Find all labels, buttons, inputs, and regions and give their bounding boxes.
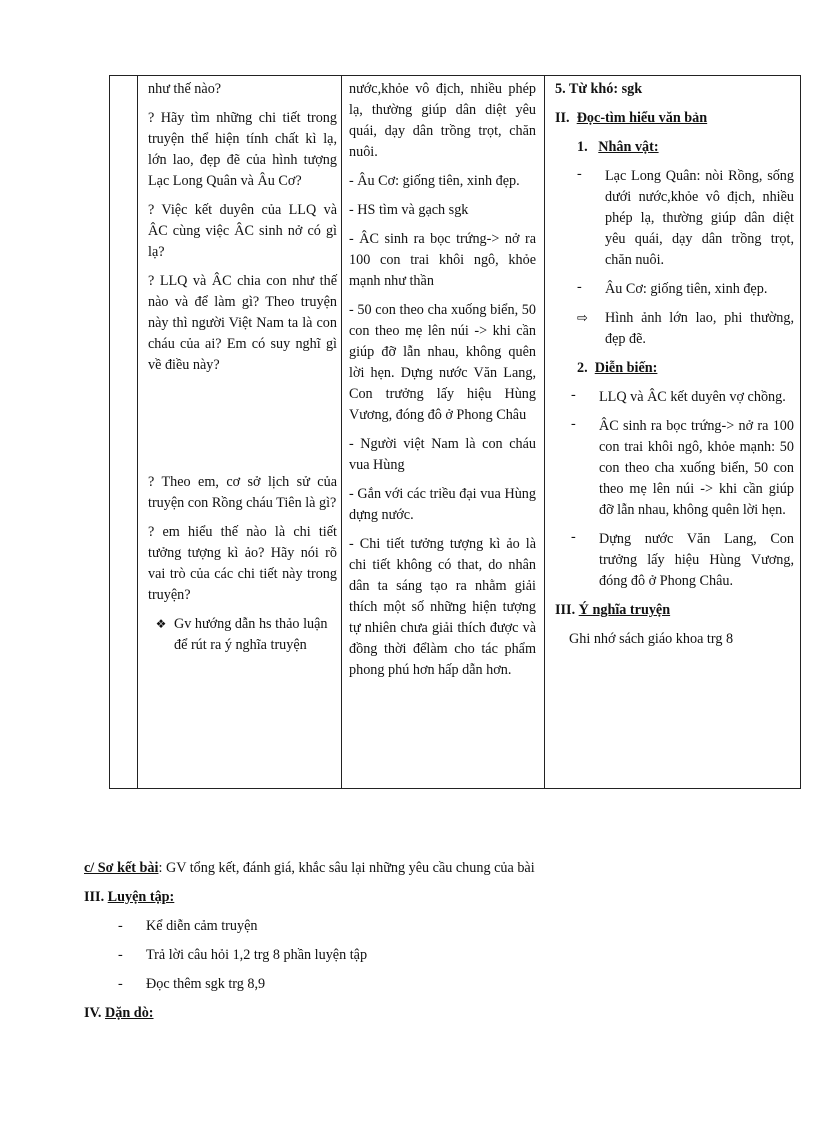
teacher-activity-column bbox=[146, 76, 339, 664]
practice-item-text: Kể diễn cảm truyện bbox=[146, 918, 258, 934]
list-item-text: Lạc Long Quân: nòi Rồng, sống dưới nước,khỏe vô địch, nhiều phép lạ, thường giúp dân diệt yêu quái, dạy dân trồng trọt, chăn nuôi. bbox=[605, 168, 794, 268]
list-item-text: Hình ảnh lớn lao, phi thường, đẹp đẽ. bbox=[605, 310, 794, 347]
question-text: ? Hãy tìm những chi tiết trong truyện thể hiện tính chất kì lạ, lớn lao, đẹp đẽ của hình tượng Lạc Long Quân và Âu Cơ? bbox=[148, 110, 337, 189]
list-item-text: ÂC sinh ra bọc trứng-> nở ra 100 con trai khôi ngô, khỏe mạnh: 50 con theo cha xuống biển, 50 con theo mẹ lên núi -> khi cần giúp đỡ lẫn nhau, không quên lời hẹn. bbox=[599, 418, 794, 518]
answer-text: - Chi tiết tưởng tượng kì ảo là chi tiết không có that, do nhân dân ta sáng tạo ra nhằm giải thích một số những hiện tượng tự nhiên chưa giải thích được và đồng thời đểlàm cho tác phẩm phong phú hơn hấp dẫn hơn. bbox=[349, 536, 536, 678]
subsection-heading: 2. Diễn biến: bbox=[577, 360, 658, 376]
answer-text: - HS tìm và gạch sgk bbox=[349, 202, 469, 218]
practice-item-text: Đọc thêm sgk trg 8,9 bbox=[146, 976, 266, 992]
answer-text: - Người việt Nam là con cháu vua Hùng bbox=[349, 436, 536, 473]
summary-label: c/ Sơ kết bài bbox=[84, 860, 159, 876]
column-divider bbox=[137, 76, 138, 788]
homework-heading: IV. Dặn dò: bbox=[84, 1005, 154, 1021]
guidance-item bbox=[148, 614, 337, 664]
list-item: - Lạc Long Quân: nòi Rồng, sống dưới nước,khỏe vô địch, nhiều phép lạ, thường giúp dân diệt yêu quái, dạy dân trồng trọt, chăn nuôi. bbox=[555, 166, 794, 279]
practice-item: - Trả lời câu hỏi 1,2 trg 8 phần luyện tập bbox=[118, 944, 816, 966]
summary-line bbox=[84, 857, 804, 879]
summary-text: : GV tổng kết, đánh giá, khắc sâu lại những yêu cầu chung của bài bbox=[158, 860, 535, 876]
section-text: Ghi nhớ sách giáo khoa trg 8 bbox=[569, 631, 734, 647]
list-item bbox=[555, 308, 794, 358]
guidance-text: Gv hướng dẫn hs thảo luận để rút ra ý nghĩa truyện bbox=[174, 616, 328, 653]
lesson-table bbox=[109, 75, 801, 789]
question-text: ? em hiểu thế nào là chi tiết tưởng tượng kì ảo? Hãy nói rõ vai trò của các chi tiết này trong truyện? bbox=[148, 524, 337, 603]
answer-text: - Âu Cơ: giống tiên, xinh đẹp. bbox=[349, 173, 520, 189]
column-divider bbox=[544, 76, 545, 788]
content-column bbox=[550, 76, 800, 658]
diamond-bullet-icon: ❖ bbox=[155, 617, 167, 631]
question-text: như thế nào? bbox=[148, 81, 222, 97]
list-item: - Âu Cơ: giống tiên, xinh đẹp. bbox=[555, 279, 794, 308]
question-text: ? Việc kết duyên của LLQ và ÂC cùng việc ÂC sinh nở có gì lạ? bbox=[148, 202, 337, 260]
answer-text: - ÂC sinh ra bọc trứng-> nở ra 100 con trai khôi ngô, khỏe mạnh như thần bbox=[349, 231, 536, 289]
list-item-text: LLQ và ÂC kết duyên vợ chồng. bbox=[599, 389, 786, 405]
practice-heading: III. Luyện tập: bbox=[84, 889, 175, 905]
list-item: - LLQ và ÂC kết duyên vợ chồng. bbox=[555, 387, 794, 416]
list-item-text: Âu Cơ: giống tiên, xinh đẹp. bbox=[605, 281, 768, 297]
section-heading: II. Đọc-tìm hiểu văn bản bbox=[555, 110, 708, 126]
column-divider bbox=[341, 76, 342, 788]
student-activity-column bbox=[347, 76, 538, 689]
question-text: ? LLQ và ÂC chia con như thế nào và để làm gì? Theo truyện này thì người Việt Nam ta là con cháu của ai? Em có suy nghĩ gì về điều này? bbox=[148, 273, 337, 373]
question-text: ? Theo em, cơ sở lịch sử của truyện con Rồng cháu Tiên là gì? bbox=[148, 474, 337, 511]
list-item: - ÂC sinh ra bọc trứng-> nở ra 100 con trai khôi ngô, khỏe mạnh: 50 con theo cha xuống biển, 50 con theo mẹ lên núi -> khi cần giúp đỡ lẫn nhau, không quên lời hẹn. bbox=[555, 416, 794, 529]
practice-item-text: Trả lời câu hỏi 1,2 trg 8 phần luyện tập bbox=[146, 947, 368, 963]
section-heading: III. Ý nghĩa truyện bbox=[555, 602, 671, 618]
practice-item: - Kể diễn cảm truyện bbox=[118, 915, 816, 937]
answer-text: nước,khỏe vô địch, nhiều phép lạ, thường giúp dân diệt yêu quái, dạy dân trồng trọt, chăn nuôi. bbox=[349, 81, 536, 160]
practice-item: - Đọc thêm sgk trg 8,9 bbox=[118, 973, 816, 995]
answer-text: - 50 con theo cha xuống biển, 50 con theo mẹ lên núi -> khi cần giúp đỡ lẫn nhau, không quên lời hẹn. Dựng nước Văn Lang, Con trưởng lấy hiệu Hùng Vương, đóng đô ở Phong Châu bbox=[349, 302, 536, 423]
list-item-text: Dựng nước Văn Lang, Con trưởng lấy hiệu Hùng Vương, đóng đô ở Phong Châu. bbox=[599, 531, 794, 589]
arrow-icon: ⇨ bbox=[577, 311, 588, 326]
list-item: - Dựng nước Văn Lang, Con trưởng lấy hiệu Hùng Vương, đóng đô ở Phong Châu. bbox=[555, 529, 794, 600]
answer-text: - Gắn với các triều đại vua Hùng dựng nước. bbox=[349, 486, 536, 523]
vocab-heading: 5. Từ khó: sgk bbox=[555, 81, 643, 97]
subsection-heading: 1. Nhân vật: bbox=[577, 139, 659, 155]
